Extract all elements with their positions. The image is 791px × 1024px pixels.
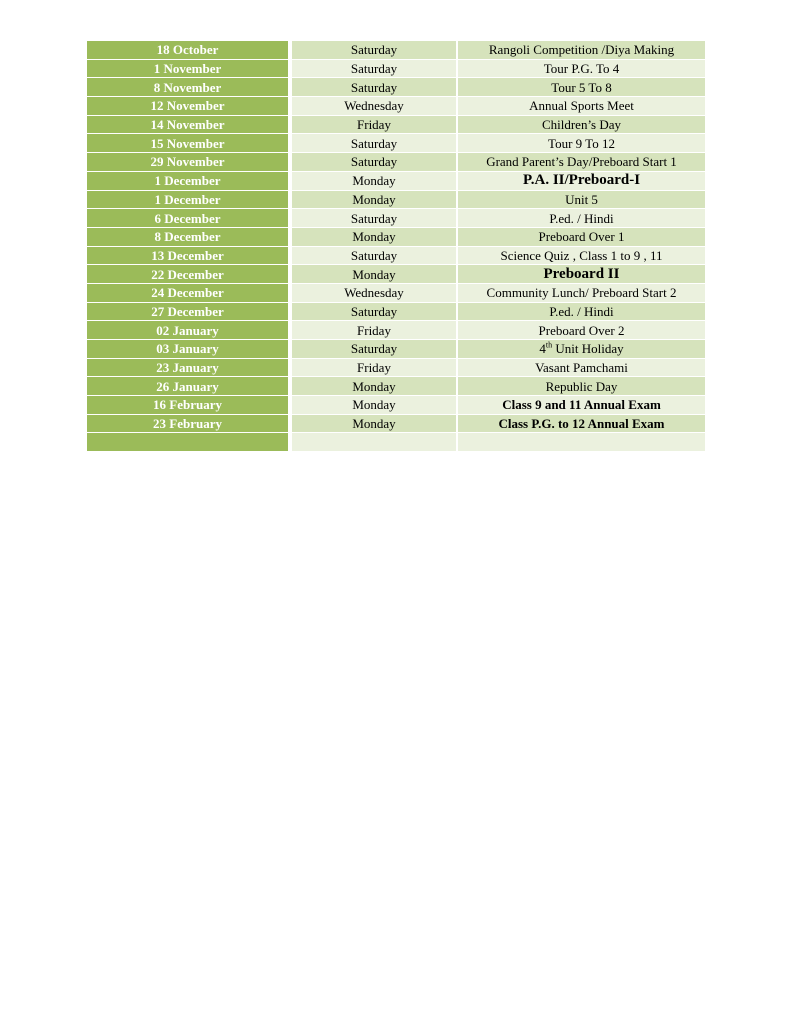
day-cell: Friday	[292, 116, 458, 135]
day-cell: Saturday	[292, 41, 458, 60]
date-cell: 14 November	[87, 116, 292, 135]
date-cell: 23 February	[87, 415, 292, 434]
schedule-row	[87, 396, 705, 415]
schedule-row	[87, 41, 705, 60]
schedule-row	[87, 228, 705, 247]
event-cell: Class 9 and 11 Annual Exam	[458, 396, 705, 415]
day-cell: Monday	[292, 377, 458, 396]
event-cell: Children’s Day	[458, 116, 705, 135]
schedule-row	[87, 209, 705, 228]
event-cell	[458, 433, 705, 452]
date-cell: 16 February	[87, 396, 292, 415]
event-cell: P.ed. / Hindi	[458, 209, 705, 228]
date-cell: 6 December	[87, 209, 292, 228]
event-cell: Vasant Pamchami	[458, 359, 705, 378]
day-cell: Wednesday	[292, 97, 458, 116]
event-superscript: th	[545, 341, 553, 351]
day-cell: Friday	[292, 321, 458, 340]
schedule-row	[87, 377, 705, 396]
schedule-row	[87, 97, 705, 116]
schedule-row	[87, 303, 705, 322]
day-cell: Wednesday	[292, 284, 458, 303]
date-cell: 8 November	[87, 78, 292, 97]
schedule-row	[87, 116, 705, 135]
day-cell: Monday	[292, 396, 458, 415]
event-cell: Science Quiz , Class 1 to 9 , 11	[458, 247, 705, 266]
event-cell: Grand Parent’s Day/Preboard Start 1	[458, 153, 705, 172]
day-cell	[292, 433, 458, 452]
day-cell: Saturday	[292, 209, 458, 228]
date-cell: 1 December	[87, 191, 292, 210]
schedule-row	[87, 60, 705, 79]
event-cell: Tour 9 To 12	[458, 134, 705, 153]
date-cell: 22 December	[87, 265, 292, 284]
day-cell: Saturday	[292, 247, 458, 266]
schedule-row	[87, 191, 705, 210]
day-cell: Saturday	[292, 303, 458, 322]
event-cell: Tour P.G. To 4	[458, 60, 705, 79]
date-cell: 12 November	[87, 97, 292, 116]
event-text-after: Unit Holiday	[552, 341, 624, 357]
event-cell: Unit 5	[458, 191, 705, 210]
schedule-body	[87, 41, 705, 452]
date-cell: 13 December	[87, 247, 292, 266]
day-cell: Monday	[292, 228, 458, 247]
day-cell: Monday	[292, 415, 458, 434]
day-cell: Saturday	[292, 60, 458, 79]
event-cell: Preboard Over 2	[458, 321, 705, 340]
event-text: 4	[539, 341, 546, 357]
date-cell: 26 January	[87, 377, 292, 396]
day-cell: Monday	[292, 191, 458, 210]
event-schedule-table	[87, 41, 705, 452]
event-cell: P.A. II/Preboard-I	[458, 172, 705, 191]
date-cell: 27 December	[87, 303, 292, 322]
event-cell: P.ed. / Hindi	[458, 303, 705, 322]
schedule-row	[87, 359, 705, 378]
date-cell: 24 December	[87, 284, 292, 303]
schedule-row	[87, 78, 705, 97]
schedule-row	[87, 415, 705, 434]
day-cell: Monday	[292, 265, 458, 284]
date-cell: 1 November	[87, 60, 292, 79]
schedule-row	[87, 172, 705, 191]
event-cell: Annual Sports Meet	[458, 97, 705, 116]
date-cell	[87, 433, 292, 452]
day-cell: Saturday	[292, 153, 458, 172]
day-cell: Saturday	[292, 340, 458, 359]
event-cell: Tour 5 To 8	[458, 78, 705, 97]
date-cell: 15 November	[87, 134, 292, 153]
event-cell	[458, 340, 705, 359]
day-cell: Friday	[292, 359, 458, 378]
date-cell: 02 January	[87, 321, 292, 340]
date-cell: 18 October	[87, 41, 292, 60]
schedule-row	[87, 134, 705, 153]
schedule-row	[87, 321, 705, 340]
event-cell: Community Lunch/ Preboard Start 2	[458, 284, 705, 303]
event-cell: Class P.G. to 12 Annual Exam	[458, 415, 705, 434]
schedule-row	[87, 284, 705, 303]
event-cell: Preboard II	[458, 265, 705, 284]
date-cell: 23 January	[87, 359, 292, 378]
event-cell: Rangoli Competition /Diya Making	[458, 41, 705, 60]
date-cell: 8 December	[87, 228, 292, 247]
schedule-row	[87, 265, 705, 284]
schedule-row	[87, 247, 705, 266]
day-cell: Saturday	[292, 134, 458, 153]
date-cell: 29 November	[87, 153, 292, 172]
schedule-row	[87, 433, 705, 452]
day-cell: Monday	[292, 172, 458, 191]
schedule-row	[87, 153, 705, 172]
date-cell: 03 January	[87, 340, 292, 359]
schedule-row	[87, 340, 705, 359]
event-cell: Preboard Over 1	[458, 228, 705, 247]
event-cell: Republic Day	[458, 377, 705, 396]
date-cell: 1 December	[87, 172, 292, 191]
day-cell: Saturday	[292, 78, 458, 97]
